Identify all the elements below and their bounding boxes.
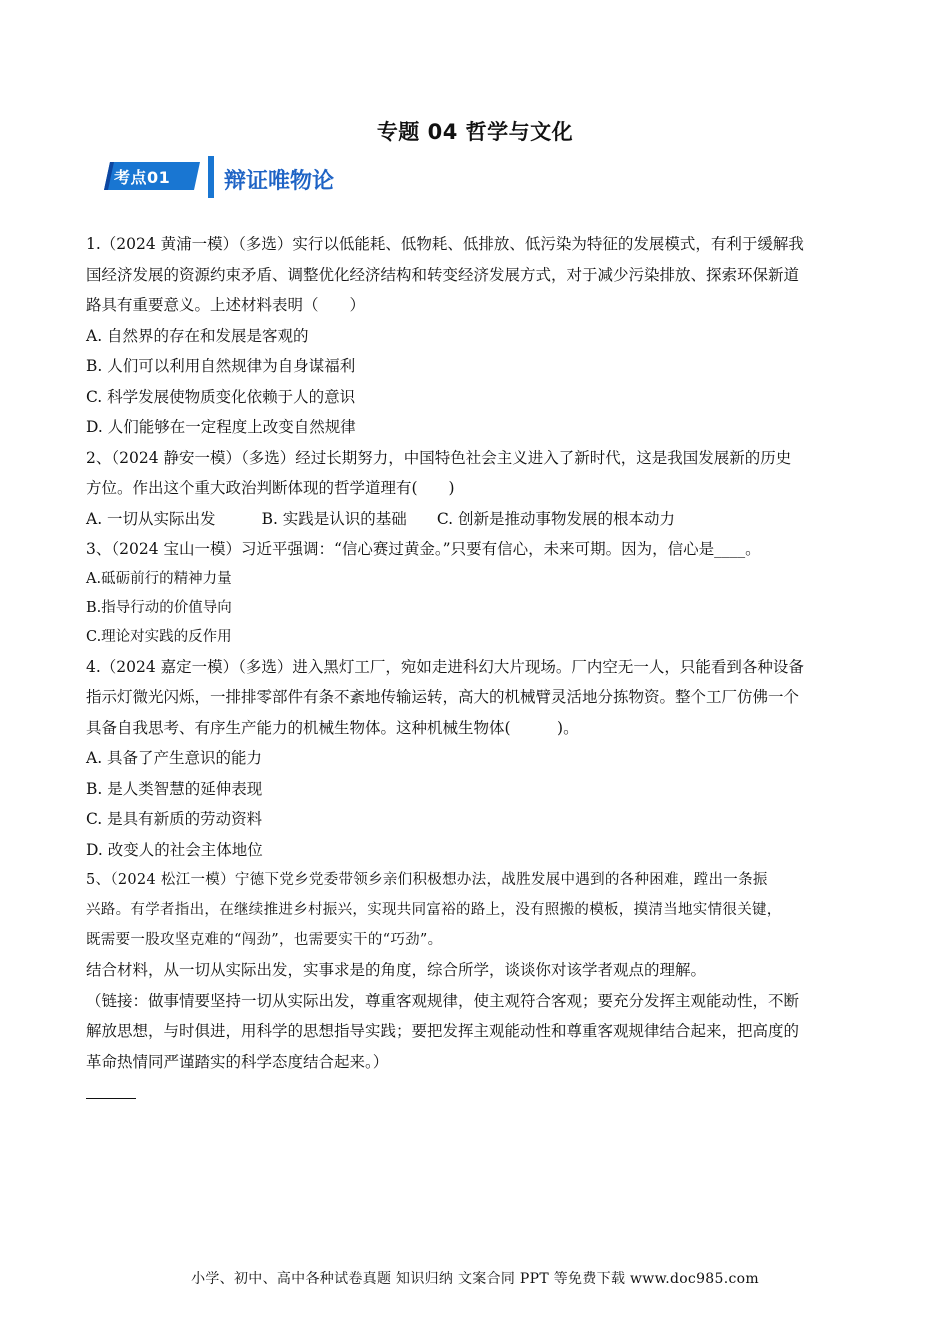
question-5-hint-line: 解放思想，与时俱进，用科学的思想指导实践；要把发挥主观能动性和尊重客观规律结合起来，把高度的 — [86, 1022, 800, 1040]
question-1-option-c: C. 科学发展使物质变化依赖于人的意识 — [86, 387, 356, 406]
question-5-line: 既需要一股攻坚克难的“闯劲”，也需要实干的“巧劲”。 — [86, 932, 443, 948]
section-divider-bar — [208, 156, 214, 198]
question-3 — [86, 534, 866, 652]
section-banner — [100, 156, 520, 202]
question-4-option-d: D. 改变人的社会主体地位 — [86, 840, 263, 859]
question-3-option-c: C.理论对实践的反作用 — [86, 628, 232, 645]
question-1-line: 1.（2024 黄浦一模）（多选）实行以低能耗、低物耗、低排放、低污染为特征的发展模式，有利于缓解我 — [86, 235, 804, 253]
question-1-option-b: B. 人们可以利用自然规律为自身谋福利 — [86, 357, 356, 375]
section-heading: 辩证唯物论 — [224, 169, 335, 194]
question-3-option-a: A.砥砺前行的精神力量 — [86, 570, 232, 587]
question-2 — [86, 443, 866, 535]
question-4-line: 具备自我思考、有序生产能力的机械生物体。这种机械生物体( )。 — [86, 718, 579, 737]
question-2-options — [86, 504, 866, 535]
question-1-option-d: D. 人们能够在一定程度上改变自然规律 — [86, 418, 356, 436]
question-4-line: 指示灯微光闪烁，一排排零部件有条不紊地传输运转，高大的机械臂灵活地分拣物资。整个工厂仿佛一个 — [86, 688, 800, 706]
page-title: 专题 04 哲学与文化 — [376, 120, 574, 144]
question-2-option-a: A. 一切从实际出发 — [86, 509, 216, 528]
question-4-option-c: C. 是具有新质的劳动资料 — [86, 810, 263, 828]
questions-body — [86, 229, 866, 1099]
question-5-hint-line: 革命热情同严谨踏实的科学态度结合起来。） — [86, 1052, 389, 1071]
section-badge-label: 考点01 — [114, 168, 171, 187]
question-5 — [86, 865, 866, 1099]
question-2-option-b: B. 实践是认识的基础 — [261, 509, 407, 528]
question-1-option-a: A. 自然界的存在和发展是客观的 — [86, 326, 309, 345]
question-2-line: 方位。作出这个重大政治判断体现的哲学道理有( ) — [86, 479, 455, 497]
question-4 — [86, 652, 866, 866]
question-2-option-c: C. 创新是推动事物发展的根本动力 — [436, 509, 675, 528]
question-5-prompt: 结合材料，从一切从实际出发，实事求是的角度，综合所学，谈谈你对该学者观点的理解。 — [86, 961, 707, 979]
question-4-line: 4.（2024 嘉定一模）（多选）进入黑灯工厂，宛如走进科幻大片现场。厂内空无一人，只能看到各种设备 — [86, 657, 804, 676]
question-3-option-b: B.指导行动的价值导向 — [86, 599, 232, 616]
question-1-line: 路具有重要意义。上述材料表明（ ） — [86, 296, 366, 314]
question-4-option-b: B. 是人类智慧的延伸表现 — [86, 779, 263, 798]
question-5-line: 5、（2024 松江一模）宁德下党乡党委带领乡亲们积极想办法，战胜发展中遇到的各种困难，蹚出一条振 — [86, 872, 768, 888]
question-5-hint-line: （链接：做事情要坚持一切从实际出发，尊重客观规律，使主观符合客观；要充分发挥主观能动性，不断 — [86, 991, 800, 1010]
page-footer: 小学、初中、高中各种试卷真题 知识归纳 文案合同 PPT 等免费下载 www.doc985.com — [191, 1271, 759, 1287]
question-1 — [86, 229, 866, 443]
answer-blank-line — [86, 1097, 136, 1099]
question-5-line: 兴路。有学者指出，在继续推进乡村振兴，实现共同富裕的路上，没有照搬的模板，摸清当地实情很关键， — [86, 902, 782, 918]
question-2-line: 2、（2024 静安一模）（多选）经过长期努力，中国特色社会主义进入了新时代，这是我国发展新的历史 — [86, 448, 792, 467]
question-4-option-a: A. 具备了产生意识的能力 — [86, 749, 263, 767]
question-1-line: 国经济发展的资源约束矛盾、调整优化经济结构和转变经济发展方式，对于减少污染排放、探索环保新道 — [86, 265, 800, 284]
question-3-line: 3、（2024 宝山一模）习近平强调：“信心赛过黄金。”只要有信心，未来可期。因为，信心是____。 — [86, 540, 761, 558]
